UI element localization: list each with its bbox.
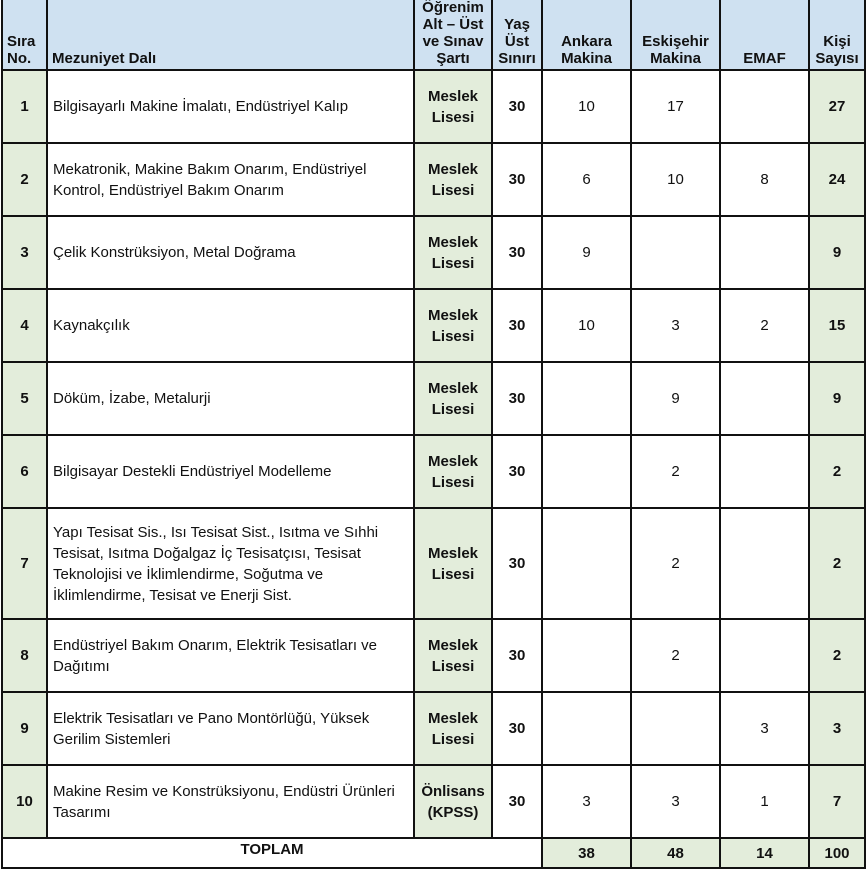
ankara-makina-cell [542, 435, 631, 508]
ogrenim-sarti-cell: Meslek Lisesi [414, 70, 492, 143]
kisi-sayisi-cell: 15 [809, 289, 865, 362]
mezuniyet-dali-cell: Yapı Tesisat Sis., Isı Tesisat Sist., Isıtma ve Sıhhi Tesisat, Isıtma Doğalgaz İç Tesisatçısı, Tesisat Teknolojisi ve İklimlendirme, Soğutma ve İklimlendirme, Tesisat ve Enerji Sist. [47, 508, 414, 619]
yas-ust-siniri-cell: 30 [492, 508, 542, 619]
ankara-makina-cell: 9 [542, 216, 631, 289]
kisi-sayisi-cell: 9 [809, 362, 865, 435]
row-number: 7 [2, 508, 47, 619]
row-number: 4 [2, 289, 47, 362]
emaf-cell [720, 619, 809, 692]
emaf-cell [720, 216, 809, 289]
emaf-cell [720, 362, 809, 435]
eskisehir-makina-cell [631, 692, 720, 765]
ogrenim-sarti-cell: Meslek Lisesi [414, 508, 492, 619]
ogrenim-sarti-cell: Meslek Lisesi [414, 289, 492, 362]
ogrenim-sarti-cell: Meslek Lisesi [414, 692, 492, 765]
kisi-sayisi-cell: 2 [809, 619, 865, 692]
ogrenim-sarti-cell: Önlisans (KPSS) [414, 765, 492, 838]
table-row [2, 289, 865, 362]
mezuniyet-dali-cell: Endüstriyel Bakım Onarım, Elektrik Tesisatları ve Dağıtımı [47, 619, 414, 692]
ankara-makina-cell: 10 [542, 70, 631, 143]
table-row [2, 143, 865, 216]
header-ankara-makina: Ankara Makina [542, 0, 631, 70]
kisi-sayisi-cell: 7 [809, 765, 865, 838]
table-row [2, 508, 865, 619]
header-row [2, 0, 865, 70]
yas-ust-siniri-cell: 30 [492, 435, 542, 508]
kisi-sayisi-cell: 2 [809, 435, 865, 508]
mezuniyet-dali-cell: Çelik Konstrüksiyon, Metal Doğrama [47, 216, 414, 289]
emaf-cell: 8 [720, 143, 809, 216]
ankara-makina-cell: 10 [542, 289, 631, 362]
total-kisi-cell: 100 [809, 838, 865, 868]
ankara-makina-cell [542, 362, 631, 435]
eskisehir-makina-cell: 2 [631, 508, 720, 619]
row-number: 1 [2, 70, 47, 143]
eskisehir-makina-cell: 3 [631, 765, 720, 838]
row-number: 3 [2, 216, 47, 289]
header-ogrenim-sarti: Öğrenim Alt – Üst ve Sınav Şartı [414, 0, 492, 70]
header-yas-ust-siniri: Yaş Üst Sınırı [492, 0, 542, 70]
ankara-makina-cell: 6 [542, 143, 631, 216]
emaf-cell: 3 [720, 692, 809, 765]
header-sira-no: Sıra No. [2, 0, 47, 70]
row-number: 8 [2, 619, 47, 692]
yas-ust-siniri-cell: 30 [492, 619, 542, 692]
ogrenim-sarti-cell: Meslek Lisesi [414, 216, 492, 289]
row-number: 2 [2, 143, 47, 216]
emaf-cell [720, 70, 809, 143]
eskisehir-makina-cell: 10 [631, 143, 720, 216]
yas-ust-siniri-cell: 30 [492, 765, 542, 838]
header-emaf: EMAF [720, 0, 809, 70]
mezuniyet-dali-cell: Döküm, İzabe, Metalurji [47, 362, 414, 435]
header-eskisehir-makina: Eskişehir Makina [631, 0, 720, 70]
emaf-cell [720, 508, 809, 619]
emaf-cell [720, 435, 809, 508]
table-row [2, 765, 865, 838]
row-number: 9 [2, 692, 47, 765]
total-row [2, 838, 865, 868]
ankara-makina-cell [542, 692, 631, 765]
yas-ust-siniri-cell: 30 [492, 692, 542, 765]
mezuniyet-dali-cell: Bilgisayar Destekli Endüstriyel Modelleme [47, 435, 414, 508]
header-kisi-sayisi: Kişi Sayısı [809, 0, 865, 70]
yas-ust-siniri-cell: 30 [492, 216, 542, 289]
ankara-makina-cell [542, 508, 631, 619]
mezuniyet-dali-cell: Mekatronik, Makine Bakım Onarım, Endüstriyel Kontrol, Endüstriyel Bakım Onarım [47, 143, 414, 216]
eskisehir-makina-cell: 2 [631, 435, 720, 508]
table-row [2, 435, 865, 508]
table-row [2, 619, 865, 692]
total-emaf-cell: 14 [720, 838, 809, 868]
table-row [2, 216, 865, 289]
kisi-sayisi-cell: 9 [809, 216, 865, 289]
eskisehir-makina-cell: 2 [631, 619, 720, 692]
emaf-cell: 1 [720, 765, 809, 838]
kisi-sayisi-cell: 27 [809, 70, 865, 143]
total-ankara-cell: 38 [542, 838, 631, 868]
ogrenim-sarti-cell: Meslek Lisesi [414, 435, 492, 508]
row-number: 5 [2, 362, 47, 435]
mezuniyet-dali-cell: Elektrik Tesisatları ve Pano Montörlüğü, Yüksek Gerilim Sistemleri [47, 692, 414, 765]
eskisehir-makina-cell: 17 [631, 70, 720, 143]
ankara-makina-cell: 3 [542, 765, 631, 838]
kisi-sayisi-cell: 24 [809, 143, 865, 216]
total-label: TOPLAM [2, 838, 542, 868]
table-row [2, 362, 865, 435]
mezuniyet-dali-cell: Bilgisayarlı Makine İmalatı, Endüstriyel Kalıp [47, 70, 414, 143]
ogrenim-sarti-cell: Meslek Lisesi [414, 143, 492, 216]
emaf-cell: 2 [720, 289, 809, 362]
yas-ust-siniri-cell: 30 [492, 362, 542, 435]
eskisehir-makina-cell: 3 [631, 289, 720, 362]
table-row [2, 692, 865, 765]
eskisehir-makina-cell: 9 [631, 362, 720, 435]
header-mezuniyet-dali: Mezuniyet Dalı [47, 0, 414, 70]
yas-ust-siniri-cell: 30 [492, 143, 542, 216]
kisi-sayisi-cell: 2 [809, 508, 865, 619]
ankara-makina-cell [542, 619, 631, 692]
row-number: 10 [2, 765, 47, 838]
table-row [2, 70, 865, 143]
ogrenim-sarti-cell: Meslek Lisesi [414, 362, 492, 435]
yas-ust-siniri-cell: 30 [492, 70, 542, 143]
kisi-sayisi-cell: 3 [809, 692, 865, 765]
mezuniyet-dali-cell: Kaynakçılık [47, 289, 414, 362]
ogrenim-sarti-cell: Meslek Lisesi [414, 619, 492, 692]
mezuniyet-dali-cell: Makine Resim ve Konstrüksiyonu, Endüstri Ürünleri Tasarımı [47, 765, 414, 838]
total-eskisehir-cell: 48 [631, 838, 720, 868]
yas-ust-siniri-cell: 30 [492, 289, 542, 362]
eskisehir-makina-cell [631, 216, 720, 289]
row-number: 6 [2, 435, 47, 508]
quota-table [1, 0, 866, 869]
